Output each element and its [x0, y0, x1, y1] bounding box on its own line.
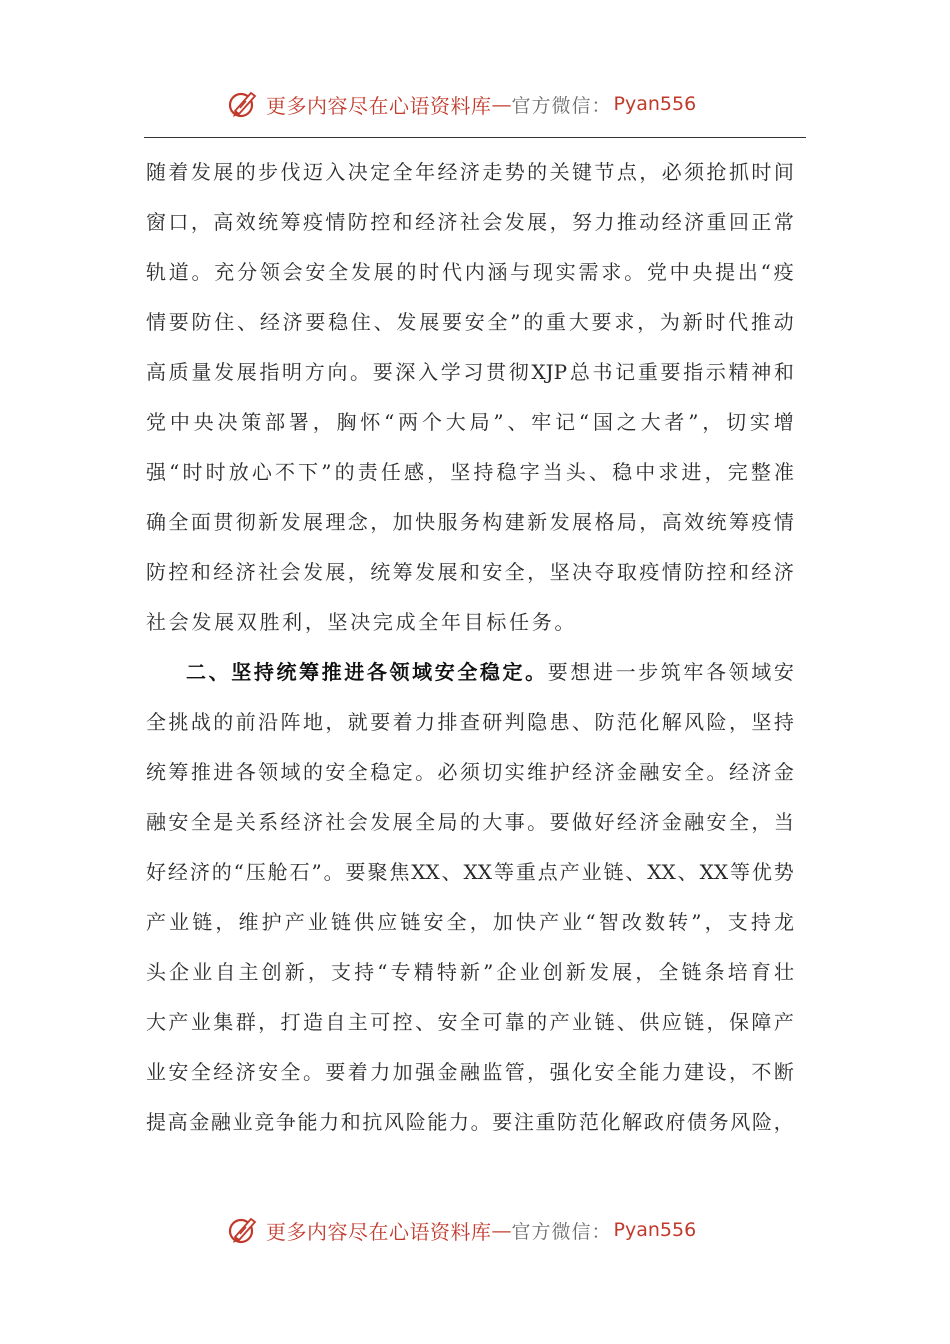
- text-line: 确 全 面 贯 彻 新 发 展 理 念 ， 加 快 服 务 构 建 新 发 展 格 局 ， 高 效 统 筹 疫 情: [146, 510, 794, 534]
- text-line: 统 筹 推 进 各 领 域 的 安 全 稳 定 。 必 须 切 实 维 护 经 济 金 融 安 全 。 经 济 金: [146, 760, 794, 784]
- text-line: 随 着 发 展 的 步 伐 迈 入 决 定 全 年 经 济 走 势 的 关 键 节 点 ， 必 须 抢 抓 时 间: [146, 160, 794, 184]
- wechat-id: Pyan556: [613, 93, 697, 115]
- banner-separator: —: [491, 1218, 512, 1242]
- text-line: 头 企 业 自 主 创 新 ， 支 持 “ 专 精 特 新 ” 企 业 创 新 发 展 ， 全 链 条 培 育 壮: [146, 960, 794, 984]
- pen-nib-circle-icon: [226, 1213, 260, 1247]
- text-line: 党 中 央 决 策 部 署 ， 胸 怀 “ 两 个 大 局 ” 、 牢 记 “ 国 之 大 者 ” ， 切 实 增: [146, 410, 794, 434]
- wechat-id: Pyan556: [613, 1219, 697, 1241]
- header-rule: [144, 137, 806, 138]
- text-line: 业 安 全 经 济 安 全 。 要 着 力 加 强 金 融 监 管 ， 强 化 安 全 能 力 建 设 ， 不 断: [146, 1060, 794, 1084]
- text-line: 全 挑 战 的 前 沿 阵 地 ， 就 要 着 力 排 查 研 判 隐 患 、 防 范 化 解 风 险 ， 坚 持: [146, 710, 794, 734]
- brand-name: 更多内容尽在心语资料库: [266, 93, 492, 118]
- brand-name: 更多内容尽在心语资料库: [266, 1219, 492, 1244]
- text-line: 高 质 量 发 展 指 明 方 向 。 要 深 入 学 习 贯 彻 XJP 总 书 记 重 要 指 示 精 神 和: [146, 360, 794, 384]
- text-line: 大 产 业 集 群 ， 打 造 自 主 可 控 、 安 全 可 靠 的 产 业 链 、 供 应 链 ， 保 障 产: [146, 1010, 794, 1034]
- pen-nib-circle-icon: [226, 87, 260, 121]
- document-body: [146, 147, 794, 1147]
- official-wechat-label: 官方微信：: [511, 1220, 612, 1243]
- text-line: 情 要 防 住 、 经 济 要 稳 住 、 发 展 要 安 全 ” 的 重 大 要 求 ， 为 新 时 代 推 动: [146, 310, 794, 334]
- text-line: 防 控 和 经 济 社 会 发 展 ， 统 筹 发 展 和 安 全 ， 坚 决 夺 取 疫 情 防 控 和 经 济: [146, 560, 794, 584]
- text-line: 强 “ 时 时 放 心 不 下 ” 的 责 任 感 ， 坚 持 稳 字 当 头 、 稳 中 求 进 ， 完 整 准: [146, 460, 794, 484]
- text-line: 融 安 全 是 关 系 经 济 社 会 发 展 全 局 的 大 事 。 要 做 好 经 济 金 融 安 全 ， 当: [146, 810, 794, 834]
- text-line: 二 、 坚 持 统 筹 推 进 各 领 域 安 全 稳 定 。 要 想 进 一 步 筑 牢 各 领 域 安: [186, 660, 794, 684]
- footer-banner: [226, 1210, 696, 1250]
- text-line: 好 经 济 的 “ 压 舱 石 ” 。 要 聚 焦 XX 、 XX 等 重 点 产 业 链 、 XX 、 XX 等 优 势: [146, 860, 794, 884]
- text-line: 社 会 发 展 双 胜 利 ， 坚 决 完 成 全 年 目 标 任 务 。: [146, 610, 575, 634]
- text-line: 提 高 金 融 业 竞 争 能 力 和 抗 风 险 能 力 。 要 注 重 防 范 化 解 政 府 债 务 风 险 ，: [146, 1110, 794, 1134]
- official-wechat-label: 官方微信：: [511, 94, 612, 117]
- text-line: 窗 口 ， 高 效 统 筹 疫 情 防 控 和 经 济 社 会 发 展 ， 努 力 推 动 经 济 重 回 正 常: [146, 210, 794, 234]
- text-line: 产 业 链 ， 维 护 产 业 链 供 应 链 安 全 ， 加 快 产 业 “ 智 改 数 转 ” ， 支 持 龙: [146, 910, 794, 934]
- banner-separator: —: [491, 92, 512, 116]
- text-line: 轨 道 。 充 分 领 会 安 全 发 展 的 时 代 内 涵 与 现 实 需 求 。 党 中 央 提 出 “ 疫: [146, 260, 794, 284]
- header-banner: [226, 84, 696, 124]
